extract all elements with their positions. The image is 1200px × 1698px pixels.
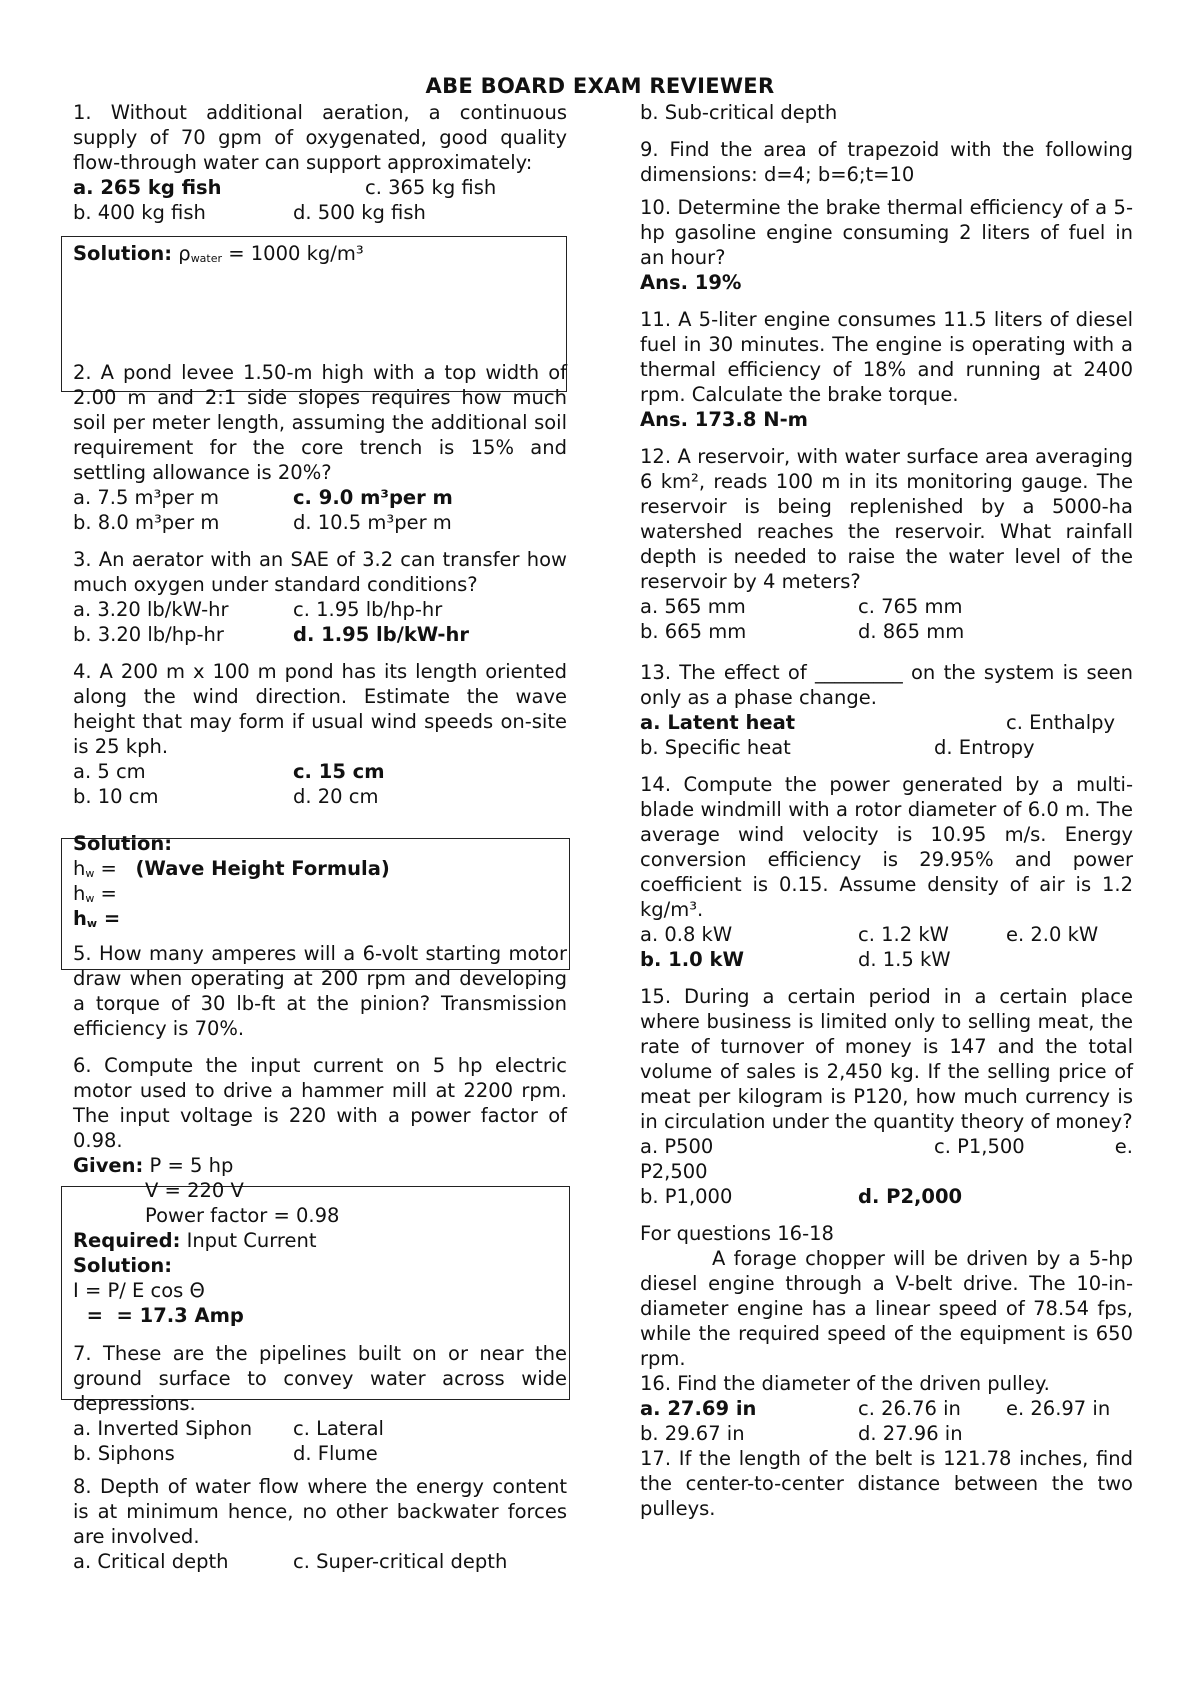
q16-option-e: e. 26.97 in [1006, 1397, 1111, 1420]
q15-option-c: c. P1,500 [934, 1135, 1025, 1158]
right-column [640, 100, 1133, 1521]
q3-option-d: d. 1.95 lb/kW-hr [293, 623, 470, 646]
hw-symbol: h [73, 882, 86, 905]
hw-equals: = [94, 882, 117, 905]
q4-option-d: d. 20 cm [293, 785, 379, 808]
group-text: A forage chopper will be driven by a 5-hp diesel engine through a V-belt drive. The 10-in-diameter engine has a linear speed of 78.54 fps, while the required speed of the equipment is 650 rpm. [640, 1247, 1133, 1370]
given-label: Given: [73, 1154, 144, 1177]
q4-hw-line1 [73, 856, 567, 881]
q7-option-d: d. Flume [293, 1442, 378, 1465]
q2-options-row2 [73, 510, 567, 535]
q5-text: 5. How many amperes will a 6-volt starting motor draw when operating at 200 rpm and developing a torque of 30 lb-ft at the pinion? Transmission efficiency is 70%. [73, 942, 567, 1040]
q9-text: 9. Find the area of trapezoid with the following dimensions: d=4; b=6;t=10 [640, 138, 1133, 186]
q14-option-c: c. 1.2 kW [858, 923, 949, 946]
q4-option-b: b. 10 cm [73, 785, 159, 808]
q15-option-a: a. P500 [640, 1135, 714, 1158]
given-power: P = 5 hp [143, 1154, 234, 1177]
q15-options-row1 [640, 1134, 1133, 1159]
q3-option-c: c. 1.95 lb/hp-hr [293, 598, 443, 621]
q14-option-a: a. 0.8 kW [640, 923, 733, 946]
q8-text: 8. Depth of water flow where the energy content is at minimum hence, no other backwater forces are involved. [73, 1475, 567, 1548]
q3-option-b: b. 3.20 lb/hp-hr [73, 623, 224, 646]
q8-option-a: a. Critical depth [73, 1550, 229, 1573]
q7-option-c: c. Lateral [293, 1417, 384, 1440]
q14-option-e: e. 2.0 kW [1006, 923, 1099, 946]
page-title: ABE BOARD EXAM REVIEWER [425, 74, 775, 98]
q2-option-d: d. 10.5 m³per m [293, 511, 452, 534]
q4-hw-line2 [73, 881, 567, 906]
q12-option-d: d. 865 mm [858, 620, 965, 643]
q2-option-c: c. 9.0 m³per m [293, 486, 453, 509]
q15-option-b: b. P1,000 [640, 1185, 733, 1208]
q4-options-row2 [73, 784, 567, 809]
q6-given-pf: Power factor = 0.98 [145, 1204, 340, 1227]
q6-text: 6. Compute the input current on 5 hp electric motor used to drive a hammer mill at 2200 rpm. The input voltage is 220 with a power factor of 0.98. [73, 1054, 567, 1152]
q4-option-c: c. 15 cm [293, 760, 385, 783]
q4-option-a: a. 5 cm [73, 760, 146, 783]
wave-height-formula: (Wave Height Formula) [135, 857, 390, 880]
q1-text: 1. Without additional aeration, a continuous supply of 70 gpm of oxygenated, good quality flow-through water can support approximately: [73, 101, 567, 174]
group-heading: For questions 16-18 [640, 1222, 834, 1245]
q6-solution-label: Solution: [73, 1254, 173, 1277]
hw-symbol: h [73, 907, 87, 930]
q10-answer: Ans. 19% [640, 271, 742, 294]
rho-subscript: water [190, 252, 223, 265]
q1-option-a: a. 265 kg fish [73, 176, 222, 199]
q16-options-row1 [640, 1396, 1133, 1421]
q6-given [73, 1153, 567, 1178]
q12-option-b: b. 665 mm [640, 620, 747, 643]
q13-option-b: b. Specific heat [640, 736, 791, 759]
q3-options-row1 [73, 597, 567, 622]
q11-answer: Ans. 173.8 N-m [640, 408, 808, 431]
q12-options-row2 [640, 619, 1133, 644]
q10-text: 10. Determine the brake thermal efficiency of a 5-hp gasoline engine consuming 2 liters of fuel in an hour? [640, 196, 1133, 269]
q7-options-row1 [73, 1416, 567, 1441]
q2-option-b: b. 8.0 m³per m [73, 511, 220, 534]
left-column [73, 100, 567, 1574]
q2-text: 2. A pond levee 1.50-m high with a top width of 2.00 m and 2:1 side slopes requires how much soil per meter length, assuming the additional soil requirement for the core trench is 15% and settling allowance is 20%? [73, 361, 567, 484]
hw-equals: = [94, 857, 124, 880]
q3-options-row2 [73, 622, 567, 647]
q16-option-c: c. 26.76 in [858, 1397, 961, 1420]
q11-text: 11. A 5-liter engine consumes 11.5 liters of diesel fuel in 30 minutes. The engine is operating with a thermal efficiency of 18% and running at 2400 rpm. Calculate the brake torque. [640, 308, 1133, 406]
q13-option-a: a. Latent heat [640, 711, 796, 734]
q2-option-a: a. 7.5 m³per m [73, 486, 219, 509]
hw-subscript: w [86, 917, 98, 930]
q8-options-row1 [73, 1549, 567, 1574]
solution-label: Solution: [73, 242, 173, 265]
q2-options-row1 [73, 485, 567, 510]
density-value: = 1000 kg/m³ [222, 242, 364, 265]
q16-options-row2 [640, 1421, 1133, 1446]
q1-option-b: b. 400 kg fish [73, 201, 206, 224]
q6-required [73, 1228, 567, 1253]
q15-option-e: e. [1114, 1135, 1133, 1158]
q4-options-row1 [73, 759, 567, 784]
q15-options-row2 [640, 1184, 1133, 1209]
q4-text: 4. A 200 m x 100 m pond has its length oriented along the wind direction. Estimate the wave height that may form if usual wind speeds on-site is 25 kph. [73, 660, 567, 758]
q14-option-d: d. 1.5 kW [858, 948, 951, 971]
q12-text: 12. A reservoir, with water surface area averaging 6 km², reads 100 m in its monitoring gauge. The reservoir is being replenished by a 5000-ha watershed reaches the reservoir. What rainfall depth is needed to raise the water level of the reservoir by 4 meters? [640, 445, 1133, 593]
q17-text: 17. If the length of the belt is 121.78 inches, find the center-to-center distance between the two pulleys. [640, 1447, 1133, 1520]
q7-option-b: b. Siphons [73, 1442, 175, 1465]
q12-options-row1 [640, 594, 1133, 619]
q16-text: 16. Find the diameter of the driven pulley. [640, 1372, 1050, 1395]
q8-option-b: b. Sub-critical depth [640, 101, 838, 124]
rho-symbol: ρ [178, 242, 191, 265]
q13-options-row2 [640, 735, 1133, 760]
q1-option-c: c. 365 kg fish [365, 176, 497, 199]
q7-option-a: a. Inverted Siphon [73, 1417, 253, 1440]
q6-answer: = = 17.3 Amp [73, 1304, 244, 1327]
q7-text: 7. These are the pipelines built on or near the ground surface to convey water across wide depressions. [73, 1342, 567, 1415]
hw-subscript: w [85, 892, 95, 905]
q3-option-a: a. 3.20 lb/kW-hr [73, 598, 229, 621]
q14-options-row1 [640, 922, 1133, 947]
q14-text: 14. Compute the power generated by a multi-blade windmill with a rotor diameter of 6.0 m. The average wind velocity is 10.95 m/s. Energy conversion efficiency is 29.95% and power coefficient is 0.15. Assume density of air is 1.2 kg/m³. [640, 773, 1133, 921]
q8-option-c: c. Super-critical depth [293, 1550, 508, 1573]
q14-options-row2 [640, 947, 1133, 972]
q12-option-a: a. 565 mm [640, 595, 746, 618]
hw-subscript: w [85, 867, 95, 880]
q16-option-d: d. 27.96 in [858, 1422, 963, 1445]
q1-solution [73, 241, 567, 266]
q15-text: 15. During a certain period in a certain place where business is limited only to selling meat, the rate of turnover of money is 147 and the total volume of sales is 2,450 kg. If the selling price of meat per kilogram is P120, how much currency is in circulation under the quantity theory of money? [640, 985, 1133, 1133]
q3-text: 3. An aerator with an SAE of 3.2 can transfer how much oxygen under standard conditions? [73, 548, 567, 596]
q13-option-c: c. Enthalpy [1006, 711, 1116, 734]
required-label: Required: [73, 1229, 181, 1252]
q1-option-d: d. 500 kg fish [293, 201, 426, 224]
q1-options-row2 [73, 200, 567, 225]
hw-equals: = [97, 907, 121, 930]
q13-text: 13. The effect of _________ on the system is seen only as a phase change. [640, 661, 1133, 709]
q4-hw-line3 [73, 906, 567, 931]
q4-solution-label: Solution: [73, 832, 173, 855]
q13-options-row1 [640, 710, 1133, 735]
q1-options-row1 [73, 175, 567, 200]
q12-option-c: c. 765 mm [858, 595, 963, 618]
q16-option-b: b. 29.67 in [640, 1422, 745, 1445]
q14-option-b: b. 1.0 kW [640, 948, 744, 971]
q16-option-a: a. 27.69 in [640, 1397, 757, 1420]
required-value: Input Current [180, 1229, 317, 1252]
q6-given-voltage: V = 220 V [145, 1179, 244, 1202]
q15-option-d: d. P2,000 [858, 1185, 963, 1208]
q13-option-d: d. Entropy [934, 736, 1035, 759]
q7-options-row2 [73, 1441, 567, 1466]
q6-formula: I = P/ E cos Θ [73, 1279, 205, 1302]
hw-symbol: h [73, 857, 86, 880]
q15-option-e-value: P2,500 [640, 1160, 708, 1183]
